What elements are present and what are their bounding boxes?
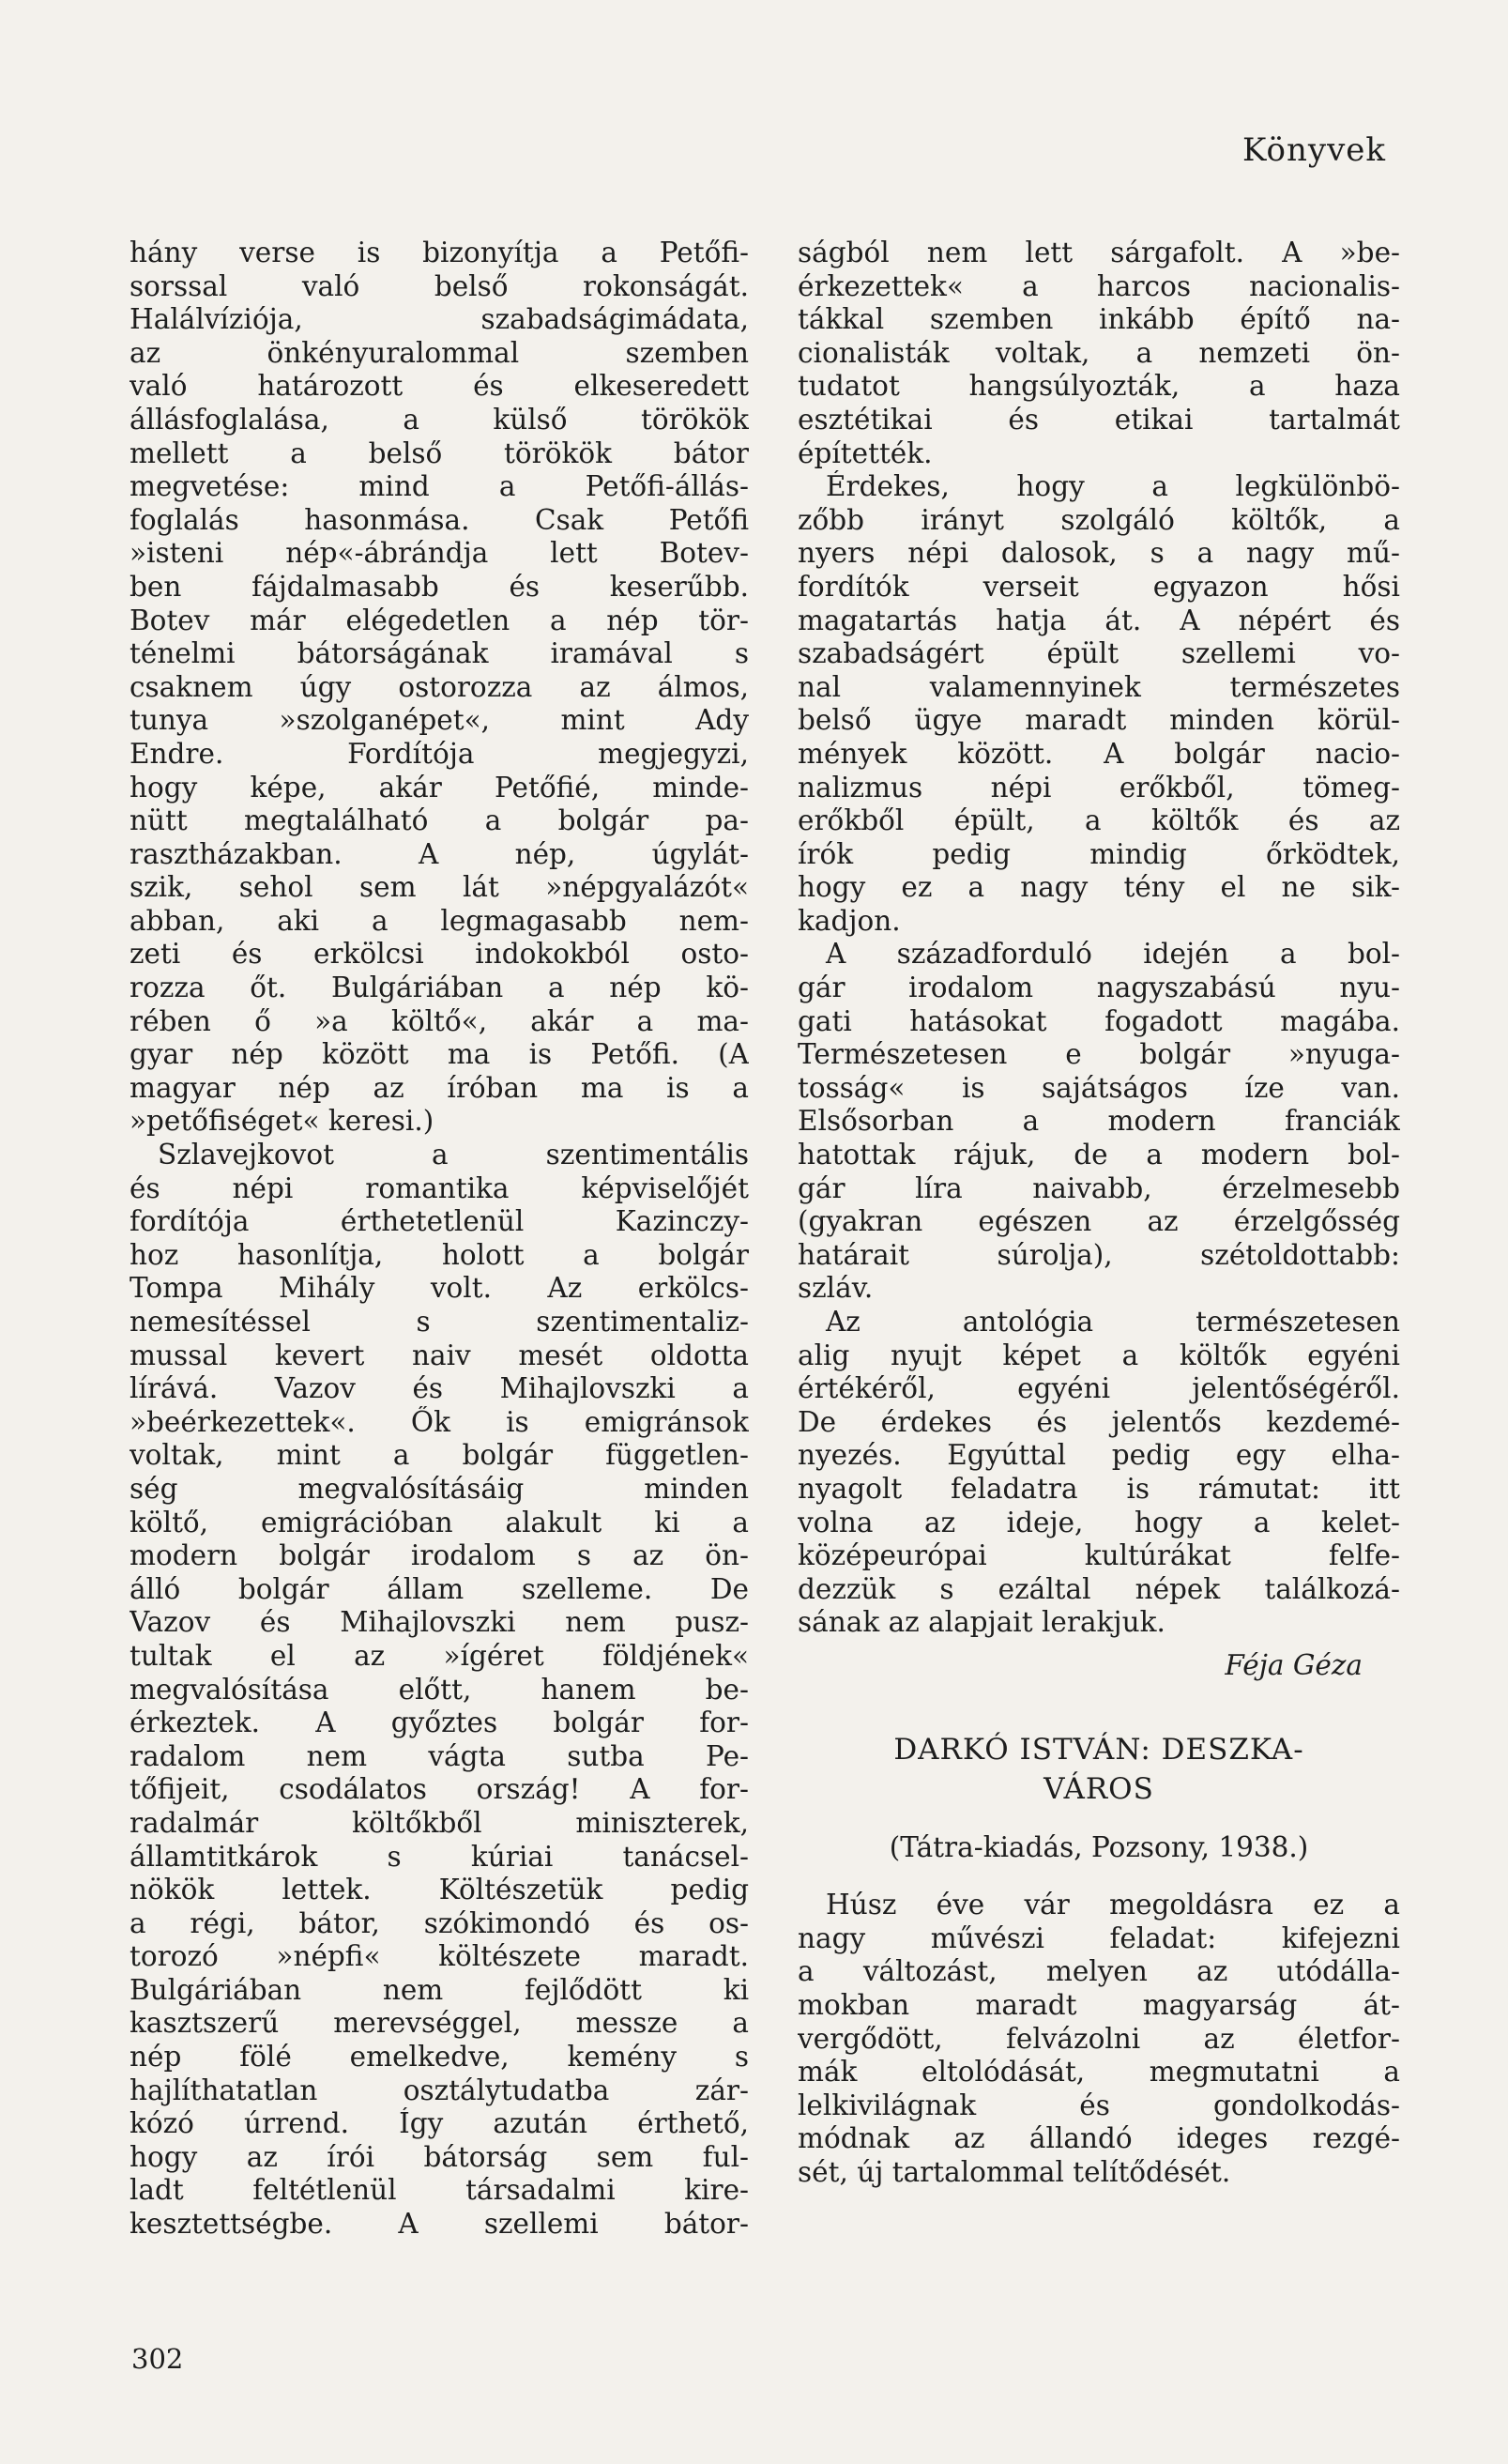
text-line: kadjon. [798,904,901,937]
review-title [798,1730,1400,1809]
text-line: sét, új tartalommal telítődését. [798,2155,1231,2188]
review-title-line-1: DARKÓ ISTVÁN: DESZKA- [893,1732,1304,1767]
text-line: Vazov és Mihajlovszki nem pusz- [129,1606,749,1639]
text-line: dezzük s ezáltal népek találkozá- [798,1572,1400,1605]
text-line: Botev már elégedetlen a nép tör- [129,604,749,636]
text-line: Az antológia természetesen [826,1306,1400,1338]
text-line: csaknem úgy ostorozza az álmos, [129,670,749,703]
text-line: tőfijeit, csodálatos ország! A for- [129,1773,749,1806]
text-line: szláv. [798,1272,874,1305]
text-line: hatottak rájuk, de a modern bol- [798,1139,1400,1171]
text-line: Halálvíziója, szabadságimádata, [129,303,749,336]
text-line: Szlavejkovot a szentimentális [158,1139,749,1171]
text-line: alig nyujt képet a költők egyéni [798,1339,1400,1371]
text-line: nemesítéssel s szentimentaliz- [129,1306,749,1338]
text-line: határait súrolja), szétoldottabb: [798,1238,1400,1271]
text-line: módnak az állandó ideges rezgé- [798,2122,1400,2155]
text-line: ben fájdalmasabb és keserűbb. [129,570,749,603]
text-line: írók pedig mindig őrködtek, [798,837,1400,870]
text-line: lelkivilágnak és gondolkodás- [798,2089,1400,2121]
text-line: zeti és erkölcsi indokokból osto- [129,938,749,971]
text-line: hoz hasonlítja, holott a bolgár [129,1238,749,1271]
text-line: érkeztek. A győztes bolgár for- [129,1706,749,1739]
text-line: fordítók verseit egyazon hősi [798,570,1400,603]
text-line: rében ő »a költő«, akár a ma- [129,1004,749,1037]
running-head: Könyvek [1242,131,1386,169]
text-line: Elsősorban a modern franciák [798,1105,1400,1138]
text-line: értékéről, egyéni jelentőségéről. [798,1372,1400,1405]
text-line: a változást, melyen az utódálla- [798,1955,1400,1988]
text-line: Tompa Mihály volt. Az erkölcs- [129,1272,749,1305]
page-number: 302 [131,2343,184,2375]
text-line: zőbb irányt szolgáló költők, a [798,503,1400,536]
text-line: ladt feltétlenül társadalmi kire- [129,2174,749,2207]
text-line: nökök lettek. Költészetük pedig [129,1874,749,1906]
review-title-line-2: VÁROS [1043,1771,1154,1806]
text-line: nyezés. Egyúttal pedig egy elha- [798,1439,1400,1472]
text-line: ságból nem lett sárgafolt. A »be- [798,237,1400,268]
text-line: magyar nép az íróban ma is a [129,1071,749,1104]
text-line: mák eltolódását, megmutatni a [798,2056,1400,2089]
text-line: volna az ideje, hogy a kelet- [798,1506,1400,1538]
text-line: építették. [798,436,933,469]
text-line: Érdekes, hogy a legkülönbö- [826,470,1400,503]
text-line: »beérkezettek«. Ők is emigránsok [129,1405,749,1438]
text-line: Húsz éve vár megoldásra ez a [826,1889,1400,1921]
text-line: tultak el az »ígéret földjének« [129,1639,749,1672]
text-line: nalizmus népi erőkből, tömeg- [798,771,1400,803]
text-line: államtitkárok s kúriai tanácsel- [129,1840,749,1873]
text-line: magatartás hatja át. A népért és [798,604,1400,636]
text-line: vergődött, felvázolni az életfor- [798,2022,1400,2055]
text-line: sorssal való belső rokonságát. [129,269,749,302]
text-line: szik, sehol sem lát »népgyalázót« [129,871,749,904]
text-line: esztétikai és etikai tartalmát [798,403,1400,436]
text-line: modern bolgár irodalom s az ön- [129,1539,749,1572]
right-paragraph-2 [798,470,1400,938]
text-line: mények között. A bolgár nacio- [798,737,1400,770]
text-line: megvetése: mind a Petőfi-állás- [129,470,749,503]
text-line: hogy az írói bátorság sem ful- [129,2140,749,2173]
text-line: cionalisták voltak, a nemzeti ön- [798,336,1400,369]
text-line: gár irodalom nagyszabású nyu- [798,972,1400,1004]
text-line: »isteni nép«-ábrándja lett Botev- [129,537,749,570]
text-line: mussal kevert naiv mesét oldotta [129,1339,749,1371]
text-line: hogy ez a nagy tény el ne sik- [798,871,1400,904]
text-line: gyar nép között ma is Petőfi. (A [129,1038,749,1071]
text-line: középeurópai kultúrákat felfe- [798,1539,1400,1572]
text-line: nagy művészi feladat: kifejezni [798,1921,1400,1954]
text-line: torozó »népfi« költészete maradt. [129,1940,749,1973]
text-line: tosság« is sajátságos íze van. [798,1071,1400,1104]
text-line: álló bolgár állam szelleme. De [129,1572,749,1605]
text-line: Természetesen e bolgár »nyuga- [798,1038,1400,1071]
text-line: »petőfiséget« keresi.) [129,1105,434,1138]
text-line: hajlíthatatlan osztálytudatba zár- [129,2074,749,2106]
text-line: hány verse is bizonyítja a Petőfi- [129,237,749,268]
text-line: rasztházakban. A nép, úgylát- [129,837,749,870]
text-line: radalom nem vágta sutba Pe- [129,1739,749,1772]
text-line: költő, emigrációban alakult ki a [129,1506,749,1538]
text-line: fordítója érthetetlenül Kazinczy- [129,1205,749,1238]
text-line: megvalósítása előtt, hanem be- [129,1673,749,1706]
text-line: ség megvalósításáig minden [129,1472,749,1505]
text-line: mokban maradt magyarság át- [798,1988,1400,2021]
text-line: kasztszerű merevséggel, messze a [129,2007,749,2040]
review-subtitle: (Tátra-kiadás, Pozsony, 1938.) [889,1830,1309,1863]
text-line: tunya »szolganépet«, mint Ady [129,704,749,737]
text-line: nyers népi dalosok, s a nagy mű- [798,537,1400,570]
text-line: nütt megtalálható a bolgár pa- [129,804,749,837]
text-line: rozza őt. Bulgáriában a nép kö- [129,972,749,1004]
review-paragraph [798,1889,1400,2189]
text-line: voltak, mint a bolgár független- [129,1439,749,1472]
text-line: nyagolt feladatra is rámutat: itt [798,1472,1400,1505]
text-line: hogy képe, akár Petőfié, minde- [129,771,749,803]
text-line: abban, aki a legmagasabb nem- [129,904,749,937]
right-paragraph-4 [798,1306,1400,1640]
text-line: a régi, bátor, szókimondó és os- [129,1906,749,1939]
right-paragraph-1 [798,237,1400,470]
text-line: ténelmi bátorságának iramával s [129,637,749,670]
text-line: A századforduló idején a bol- [826,938,1400,971]
right-paragraph-3 [798,938,1400,1306]
text-line: szabadságért épült szellemi vo- [798,637,1400,670]
text-line: gati hatásokat fogadott magába. [798,1004,1400,1037]
text-line: az önkényuralommal szemben [129,336,749,369]
text-line: erőkből épült, a költők és az [798,804,1400,837]
text-line: tudatot hangsúlyozták, a haza [798,370,1400,403]
text-line: Endre. Fordítója megjegyzi, [129,737,749,770]
right-column [798,237,1400,2189]
text-line: való határozott és elkeseredett [129,370,749,403]
text-line: nal valamennyinek természetes [798,670,1400,703]
text-line: kózó úrrend. Így azután érthető, [129,2107,749,2140]
text-line: foglalás hasonmása. Csak Petőfi [129,503,749,536]
text-line: érkezettek« a harcos nacionalis- [798,269,1400,302]
text-line: De érdekes és jelentős kezdemé- [798,1405,1400,1438]
text-line: radalmár költőkből miniszterek, [129,1806,749,1839]
text-line: nép fölé emelkedve, kemény s [129,2041,749,2074]
text-line: kesztettségbe. A szellemi bátor- [129,2208,749,2241]
text-line: gár líra naivabb, érzelmesebb [798,1171,1400,1204]
text-line: (gyakran egészen az érzelgősség [798,1205,1400,1238]
review-signature: Féja Géza [1225,1648,1363,1681]
text-line: és népi romantika képviselőjét [129,1171,749,1204]
left-column [129,237,749,2242]
text-line: lírává. Vazov és Mihajlovszki a [129,1372,749,1405]
text-line: sának az alapjait lerakjuk. [798,1606,1165,1639]
text-line: Bulgáriában nem fejlődött ki [129,1973,749,2006]
text-line: mellett a belső törökök bátor [129,436,749,469]
text-line: tákkal szemben inkább építő na- [798,303,1400,336]
text-line: belső ügye maradt minden körül- [798,704,1400,737]
text-line: állásfoglalása, a külső törökök [129,403,749,436]
